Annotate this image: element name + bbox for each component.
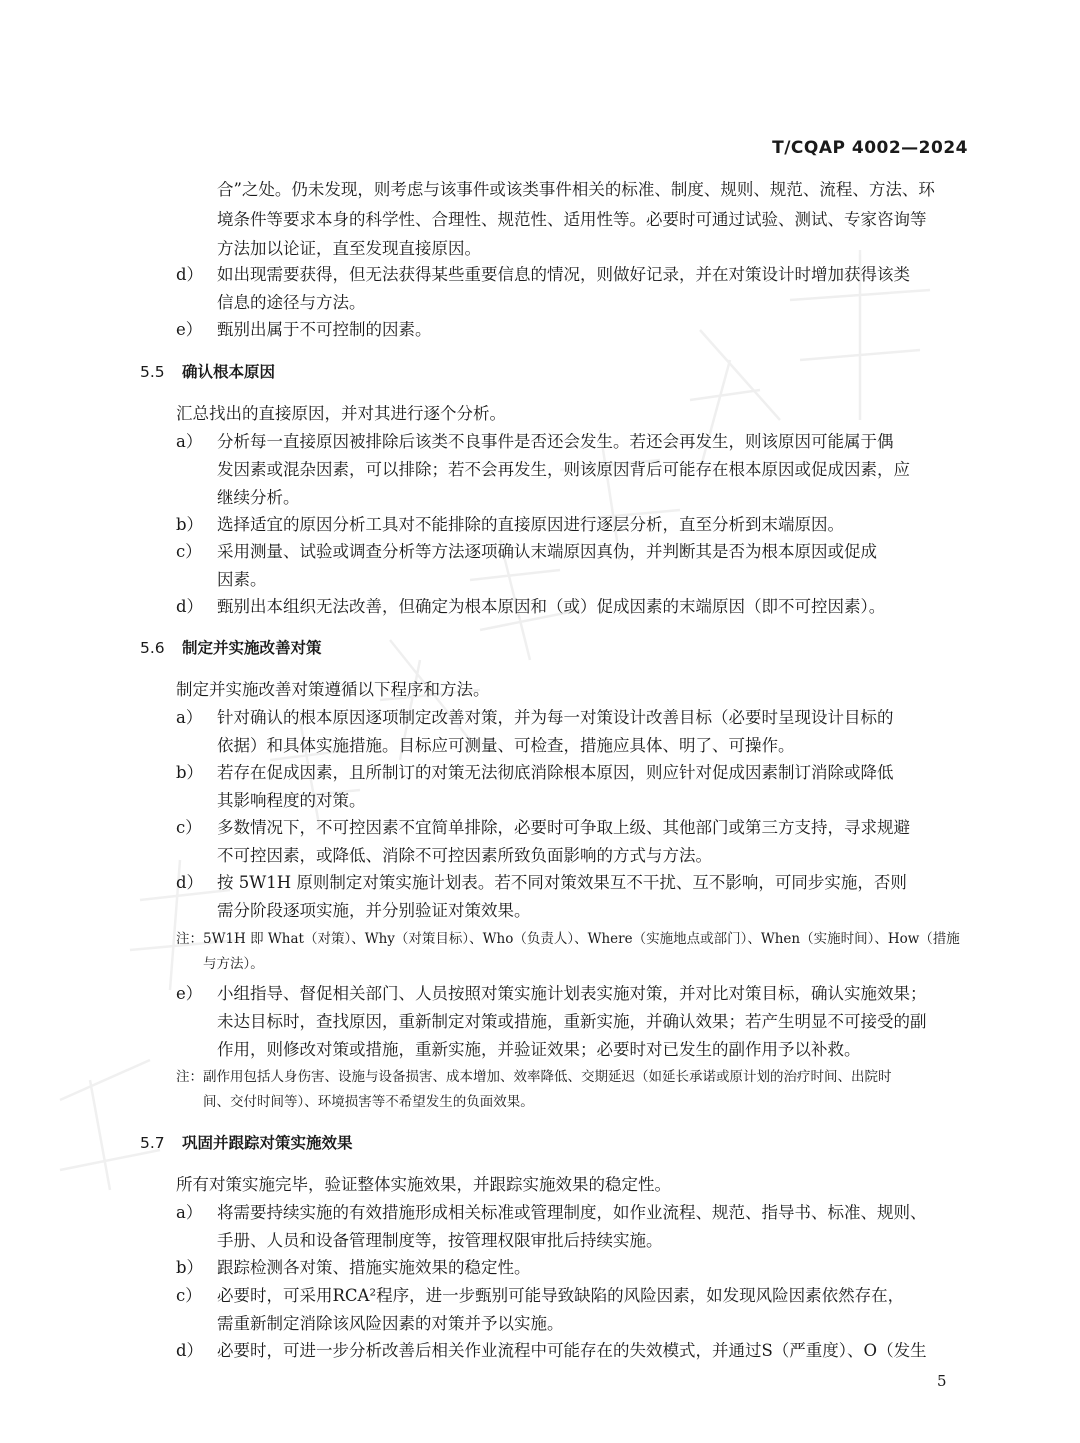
list-item-line: 作用，则修改对策或措施，重新实施，并验证效果；必要时对已发生的副作用予以补救。: [217, 1040, 861, 1059]
list-marker: c）: [176, 542, 202, 561]
list-marker: b）: [176, 763, 204, 782]
list-item-line: 甄别出属于不可控制的因素。: [217, 320, 432, 339]
list-item-line: 必要时，可采用RCA²程序，进一步甄别可能导致缺陷的风险因素，如发现风险因素依然存在，: [217, 1286, 905, 1305]
section-title: 确认根本原因: [182, 363, 276, 381]
section-intro: 汇总找出的直接原因，并对其进行逐个分析。: [176, 404, 506, 423]
list-item-line: 多数情况下，不可控因素不宜简单排除，必要时可争取上级、其他部门或第三方支持，寻求规避: [217, 818, 910, 837]
standard-code: T/CQAP 4002—2024: [772, 138, 968, 158]
list-marker: a）: [176, 1203, 203, 1222]
list-item-line: 不可控因素，或降低、消除不可控因素所致负面影响的方式与方法。: [217, 846, 712, 865]
list-marker: a）: [176, 432, 203, 451]
section-heading: [140, 638, 322, 658]
section-title: 制定并实施改善对策: [182, 639, 322, 657]
list-item-line: 若存在促成因素，且所制订的对策无法彻底消除根本原因，则应针对促成因素制订消除或降低: [217, 763, 894, 782]
list-item-line: 因素。: [217, 570, 267, 589]
list-item-line: 依据）和具体实施措施。目标应可测量、可检查，措施应具体、明了、可操作。: [217, 736, 795, 755]
section-heading: [140, 362, 275, 382]
list-item-line: 针对确认的根本原因逐项制定改善对策，并为每一对策设计改善目标（必要时呈现设计目标的: [217, 708, 894, 727]
list-item-line: 未达目标时，查找原因，重新制定对策或措施，重新实施，并确认效果；若产生明显不可接受的副: [217, 1012, 927, 1031]
list-item-line: 选择适宜的原因分析工具对不能排除的直接原因进行逐层分析，直至分析到末端原因。: [217, 515, 844, 534]
list-item-line: 采用测量、试验或调查分析等方法逐项确认末端原因真伪，并判断其是否为根本原因或促成: [217, 542, 877, 561]
section-number: 5.5: [140, 363, 165, 381]
list-item-line: 甄别出本组织无法改善，但确定为根本原因和（或）促成因素的末端原因（即不可控因素）。: [217, 597, 886, 616]
list-item-line: 跟踪检测各对策、措施实施效果的稳定性。: [217, 1258, 531, 1277]
paragraph-line: 合”之处。仍未发现，则考虑与该事件或该类事件相关的标准、制度、规则、规范、流程、方法、环: [217, 180, 935, 199]
list-marker: d）: [176, 597, 204, 616]
list-marker: e）: [176, 984, 203, 1003]
list-marker: a）: [176, 708, 203, 727]
note-line: 间、交付时间等）、环境损害等不希望发生的负面效果。: [203, 1094, 534, 1110]
list-item-line: 需分阶段逐项实施，并分别验证对策效果。: [217, 901, 531, 920]
list-item-line: 继续分析。: [217, 488, 300, 507]
list-marker: d）: [176, 265, 204, 284]
paragraph-line: 境条件等要求本身的科学性、合理性、规范性、适用性等。必要时可通过试验、测试、专家咨询等: [217, 210, 927, 229]
list-item-line: 信息的途径与方法。: [217, 293, 366, 312]
list-item-line: 发因素或混杂因素，可以排除；若不会再发生，则该原因背后可能存在根本原因或促成因素，应: [217, 460, 910, 479]
section-intro: 制定并实施改善对策遵循以下程序和方法。: [176, 680, 490, 699]
list-item-line: 分析每一直接原因被排除后该类不良事件是否还会发生。若还会再发生，则该原因可能属于偶: [217, 432, 894, 451]
list-marker: b）: [176, 1258, 204, 1277]
list-item-line: 小组指导、督促相关部门、人员按照对策实施计划表实施对策，并对比对策目标，确认实施效果；: [217, 984, 927, 1003]
list-marker: c）: [176, 818, 202, 837]
list-item-line: 将需要持续实施的有效措施形成相关标准或管理制度，如作业流程、规范、指导书、标准、规则、: [217, 1203, 927, 1222]
list-item-line: 其影响程度的对策。: [217, 791, 366, 810]
section-title: 巩固并跟踪对策实施效果: [182, 1134, 353, 1152]
list-item-line: 必要时，可进一步分析改善后相关作业流程中可能存在的失效模式，并通过S（严重度）、O（发生: [217, 1341, 927, 1360]
section-heading: [140, 1133, 353, 1153]
list-item-line: 如出现需要获得，但无法获得某些重要信息的情况，则做好记录，并在对策设计时增加获得该类: [217, 265, 910, 284]
list-marker: e）: [176, 320, 203, 339]
note-line: 注：副作用包括人身伤害、设施与设备损害、成本增加、效率降低、交期延迟（如延长承诺或原计划的治疗时间、出院时: [176, 1069, 892, 1085]
page-number: 5: [937, 1372, 947, 1390]
section-number: 5.7: [140, 1134, 165, 1152]
note-line: 与方法）。: [203, 956, 264, 972]
list-marker: c）: [176, 1286, 202, 1305]
section-number: 5.6: [140, 639, 165, 657]
list-item-line: 手册、人员和设备管理制度等，按管理权限审批后持续实施。: [217, 1231, 663, 1250]
list-marker: b）: [176, 515, 204, 534]
list-item-line: 按 5W1H 原则制定对策实施计划表。若不同对策效果互不干扰、互不影响，可同步实施，否则: [217, 873, 907, 892]
list-marker: d）: [176, 873, 204, 892]
note-line: 注：5W1H 即 What（对策）、Why（对策目标）、Who（负责人）、Where（实施地点或部门）、When（实施时间）、How（措施: [176, 931, 960, 947]
list-item-line: 需重新制定消除该风险因素的对策并予以实施。: [217, 1314, 564, 1333]
paragraph-line: 方法加以论证，直至发现直接原因。: [217, 239, 481, 258]
section-intro: 所有对策实施完毕，验证整体实施效果，并跟踪实施效果的稳定性。: [176, 1175, 671, 1194]
list-marker: d）: [176, 1341, 204, 1360]
